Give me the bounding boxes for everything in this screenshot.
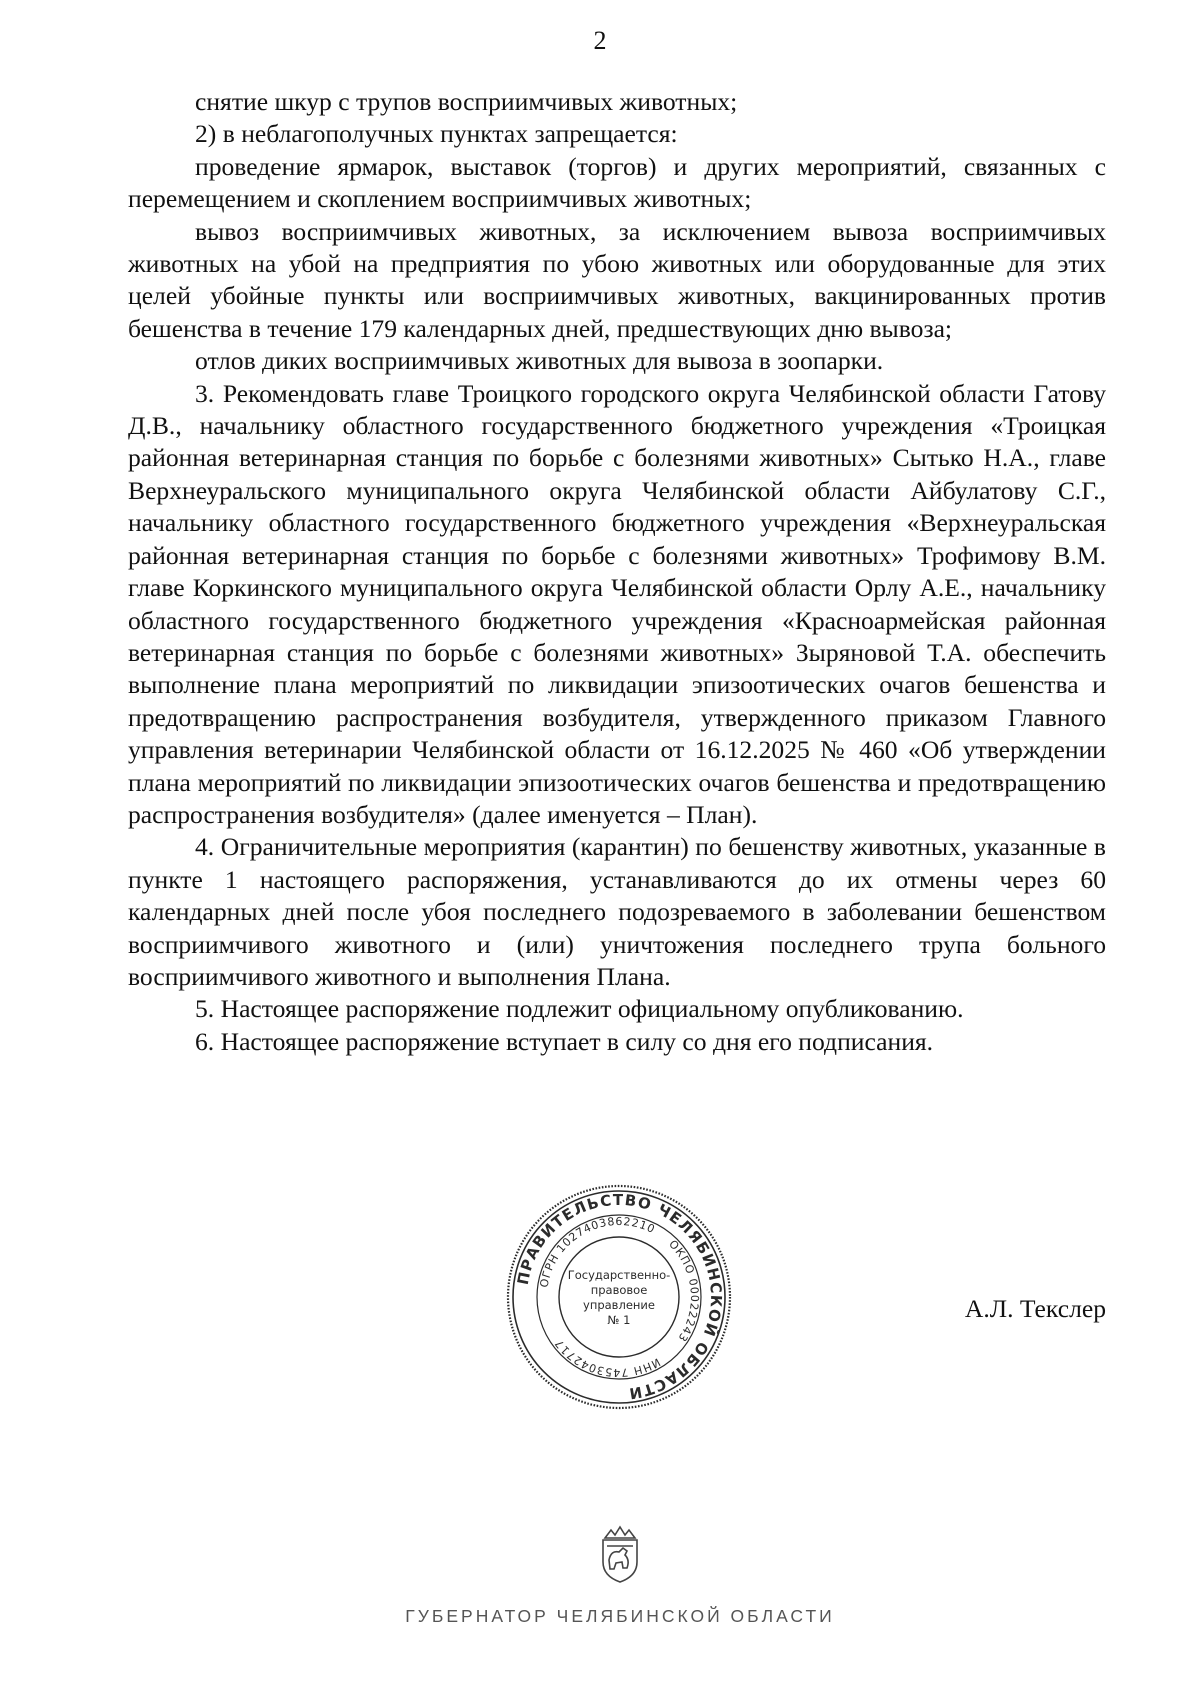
chelyabinsk-coat-of-arms-icon xyxy=(597,1524,643,1584)
document-body xyxy=(128,86,1106,1058)
seal-okpo-text: ОКПО 00022243 xyxy=(666,1237,702,1345)
paragraph: 4. Ограничительные мероприятия (карантин) по бешенству животных, указанные в пункте 1 настоящего распоряжения, устанавливаются до их отмены через 60 календарных дней после убоя последнего подозреваемого в заболевании бешенством восприимчивого животного и (или) уничтожения последнего трупа больного восприимчивого животного и выполнения Плана. xyxy=(128,832,1106,991)
seal-inn-text: ИНН 7453042717 xyxy=(552,1336,663,1380)
paragraph: вывоз восприимчивых животных, за исключением вывоза восприимчивых животных на убой на предприятия по убою животных или оборудованные для этих целей убойные пункты или восприимчивых животных, вакцинированных против бешенства в течение 179 календарных дней, предшествующих дню вывоза; xyxy=(128,216,1106,343)
paragraph: снятие шкур с трупов восприимчивых животных; xyxy=(195,87,738,116)
seal-center-line: правовое xyxy=(590,1283,648,1297)
seal-center-line: управление xyxy=(583,1298,655,1312)
signer-name: А.Л. Текслер xyxy=(964,1294,1106,1323)
paragraph: 6. Настоящее распоряжение вступает в силу со дня его подписания. xyxy=(195,1026,934,1056)
page-number: 2 xyxy=(593,26,607,55)
paragraph: 5. Настоящее распоряжение подлежит официальному опубликованию. xyxy=(195,994,964,1024)
seal-center-line: № 1 xyxy=(607,1313,631,1327)
paragraph: 3. Рекомендовать главе Троицкого городского округа Челябинской области Гатову Д.В., начальнику областного государственного бюджетного учреждения «Троицкая районная ветеринарная станция по борьбе с болезнями животных» Сытько Н.А., главе Верхнеуральского муниципального округа Челябинской области Айбулатову С.Г., начальнику областного государственного бюджетного учреждения «Верхнеуральская районная ветеринарная станция по борьбе с болезнями животных» Трофимову В.М. главе Коркинского муниципального округа Челябинской области Орлу А.Е., начальнику областного государственного бюджетного учреждения «Красноармейская районная ветеринарная станция по борьбе с болезнями животных» Зыряновой Т.А. обеспечить выполнение плана мероприятий по ликвидации эпизоотических очагов бешенства и предотвращению распространения возбудителя, утвержденного приказом Главного управления ветеринарии Челябинской области от 16.12.2025 № 460 «Об утверждении плана мероприятий по ликвидации эпизоотических очагов бешенства и предотвращению распространения возбудителя» (далее именуется – План). xyxy=(128,378,1106,829)
official-seal xyxy=(505,1183,733,1411)
seal-graphic xyxy=(505,1183,733,1411)
paragraph: 2) в неблагополучных пунктах запрещается: xyxy=(195,119,678,149)
seal-ogrn-text: ОГРН 1027403862210 xyxy=(537,1214,658,1289)
seal-outer-text: ПРАВИТЕЛЬСТВО ЧЕЛЯБИНСКОЙ ОБЛАСТИ xyxy=(513,1190,726,1403)
paragraph: отлов диких восприимчивых животных для вывоза в зоопарки. xyxy=(195,346,884,376)
svg-text:ИНН 7453042717 xyxy=(552,1337,662,1380)
paragraph: проведение ярмарок, выставок (торгов) и других мероприятий, связанных с перемещением и скоплением восприимчивых животных; xyxy=(128,151,1106,214)
footer-title: ГУБЕРНАТОР ЧЕЛЯБИНСКОЙ ОБЛАСТИ xyxy=(405,1606,835,1626)
seal-center-line: Государственно- xyxy=(567,1268,671,1282)
